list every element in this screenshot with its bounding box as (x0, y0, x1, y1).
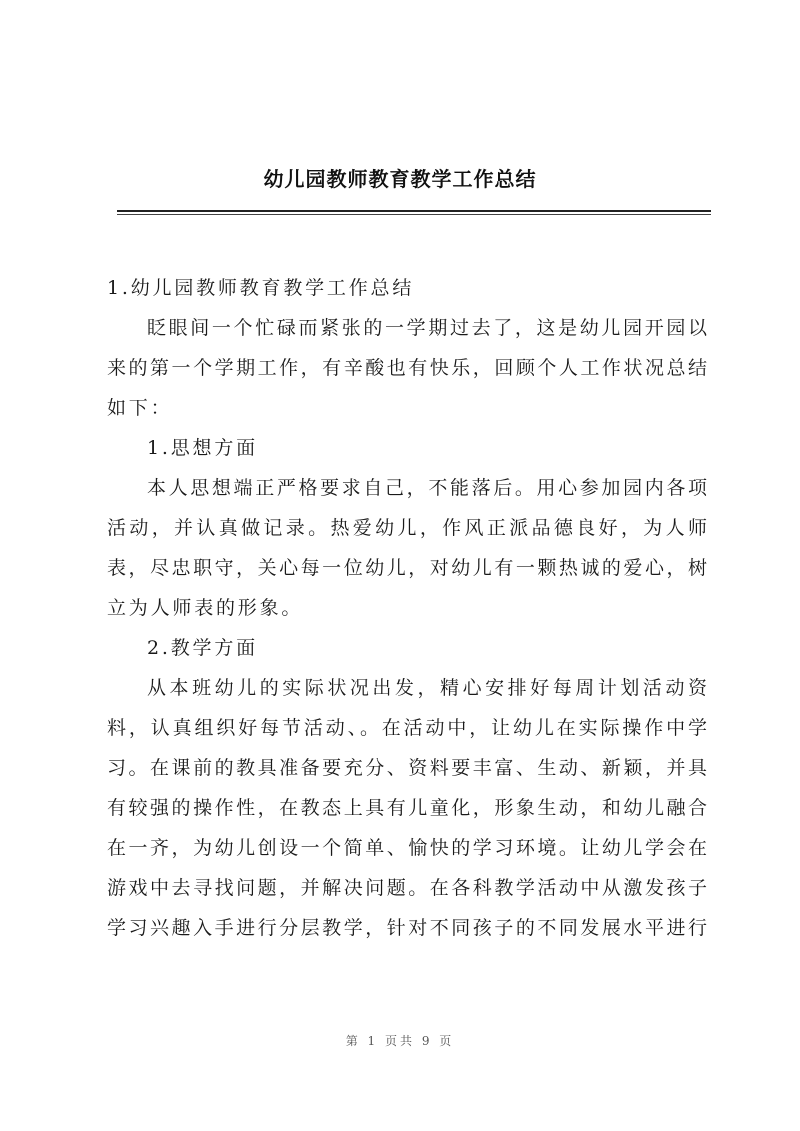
paragraph-line: 料，认真组织好每节活动、。在活动中，让幼儿在实际操作中学 (107, 717, 707, 739)
paragraph-line: 在一齐，为幼儿创设一个简单、愉快的学习环境。让幼儿学会在 (107, 837, 707, 859)
paragraph-line: 习。在课前的教具准备要充分、资料要丰富、生动、新颖，并具 (107, 757, 707, 779)
document-title: 幼儿园教师教育教学工作总结 (263, 167, 537, 191)
title-divider (117, 210, 711, 212)
section-heading: 1.幼儿园教师教育教学工作总结 (107, 277, 415, 299)
document-body (107, 268, 707, 948)
paragraph-line: 如下： (107, 397, 173, 419)
paragraph-line: 本人思想端正严格要求自己，不能落后。用心参加园内各项 (147, 477, 707, 499)
paragraph-line: 来的第一个学期工作，有辛酸也有快乐，回顾个人工作状况总结 (107, 357, 707, 379)
paragraph-line: 眨眼间一个忙碌而紧张的一学期过去了，这是幼儿园开园以 (147, 317, 707, 339)
paragraph-line: 表，尽忠职守，关心每一位幼儿，对幼儿有一颗热诚的爱心，树 (107, 557, 707, 579)
paragraph-line: 有较强的操作性，在教态上具有儿童化，形象生动，和幼儿融合 (107, 797, 707, 819)
paragraph-line: 学习兴趣入手进行分层教学，针对不同孩子的不同发展水平进行 (107, 917, 707, 939)
paragraph-line: 从本班幼儿的实际状况出发，精心安排好每周计划活动资 (147, 677, 707, 699)
subsection-heading: 2.教学方面 (147, 637, 258, 659)
title-divider-thin (117, 214, 711, 215)
paragraph-line: 立为人师表的形象。 (107, 597, 304, 619)
paragraph-line: 游戏中去寻找问题，并解决问题。在各科教学活动中从激发孩子 (107, 877, 707, 899)
paragraph-line: 活动，并认真做记录。热爱幼儿，作风正派品德良好，为人师 (107, 517, 707, 539)
subsection-heading: 1.思想方面 (147, 437, 258, 459)
page-number-footer: 第 1 页共 9 页 (345, 1034, 455, 1048)
